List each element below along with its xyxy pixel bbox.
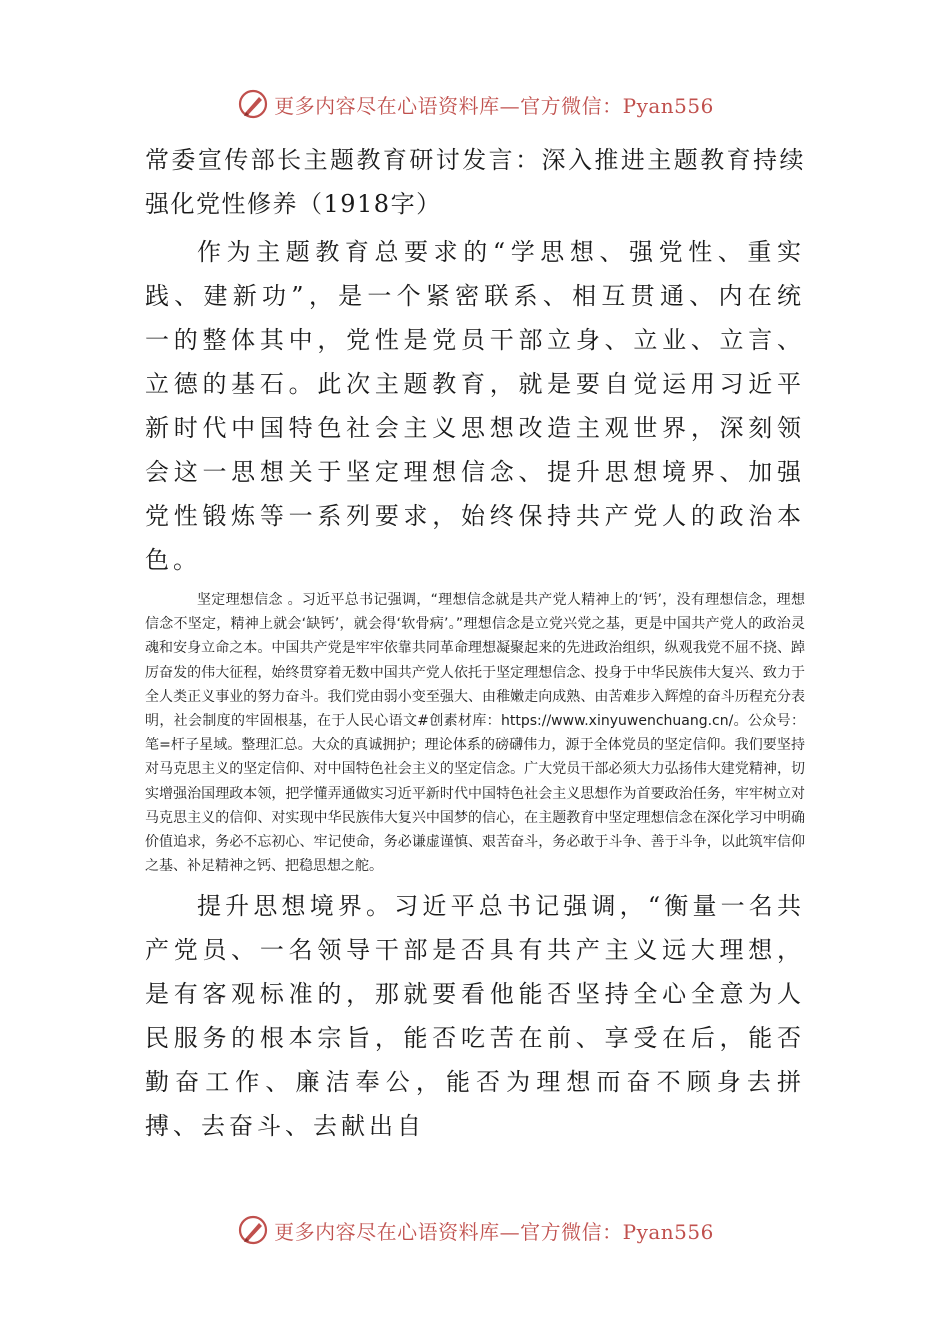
paragraph-intro: 作为主题教育总要求的“学思想、强党性、重实践、建新功”，是一个紧密联系、相互贯通、内在统一的整体其中，党性是党员干部立身、立业、立言、立德的基石。此次主题教育，就是要自觉运用习近平新时代中国特色社会主义思想改造主观世界，深刻领会这一思想关于坚定理想信念、提升思想境界、加强党性锻炼等一系列要求，始终保持共产党人的政治本色。 (145, 238, 805, 574)
document-body (145, 138, 805, 1148)
banner-text: 更多内容尽在心语资料库—官方微信：Pyan556 (274, 93, 714, 118)
pen-logo-icon (236, 1213, 270, 1247)
paragraph-realm: 提升思想境界。习近平总书记强调，“衡量一名共产党员、一名领导干部是否具有共产主义远大理想，是有客观标准的，那就要看他能否坚持全心全意为人民服务的根本宗旨，能否吃苦在前、享受在后，能否勤奋工作、廉洁奉公，能否为理想而奋不顾身去拼搏、去奋斗、去献出自 (145, 892, 805, 1141)
banner-text: 更多内容尽在心语资料库—官方微信：Pyan556 (274, 1219, 714, 1244)
header-banner (0, 84, 950, 124)
footer-banner (0, 1210, 950, 1250)
document-title: 常委宣传部长主题教育研讨发言：深入推进主题教育持续强化党性修养（1918字） (145, 146, 805, 218)
pen-logo-icon (236, 87, 270, 121)
paragraph-ideals: 坚定理想信念 。习近平总书记强调，“理想信念就是共产党人精神上的‘钙’，没有理想信念，理想信念不坚定，精神上就会‘缺钙’，就会得‘软骨病’。”理想信念是立党兴党之基，更是中国共产党人的政治灵魂和安身立命之本。中国共产党是牢牢依靠共同革命理想凝聚起来的先进政治组织，纵观我党不屈不挠、踔厉奋发的伟大征程，始终贯穿着无数中国共产党人依托于坚定理想信念、投身于中华民族伟大复兴、致力于全人类正义事业的努力奋斗。我们党由弱小变至强大、由稚嫩走向成熟、由苦难步入辉煌的奋斗历程充分表明，社会制度的牢固根基，在于人民心语文#创素材库：https://www.xinyuwenchuang.cn/。公众号：笔=杆子星域。整理汇总。大众的真诚拥护；理论体系的磅礴伟力，源于全体党员的坚定信仰。我们要坚持对马克思主义的坚定信仰、对中国特色社会主义的坚定信念。广大党员干部必须大力弘扬伟大建党精神，切实增强治国理政本领，把学懂弄通做实习近平新时代中国特色社会主义思想作为首要政治任务，牢牢树立对马克思主义的信仰、对实现中华民族伟大复兴中国梦的信心，在主题教育中坚定理想信念在深化学习中明确价值追求，务必不忘初心、牢记使命，务必谦虚谨慎、艰苦奋斗，务必敢于斗争、善于斗争，以此筑牢信仰之基、补足精神之钙、把稳思想之舵。 (145, 592, 805, 875)
